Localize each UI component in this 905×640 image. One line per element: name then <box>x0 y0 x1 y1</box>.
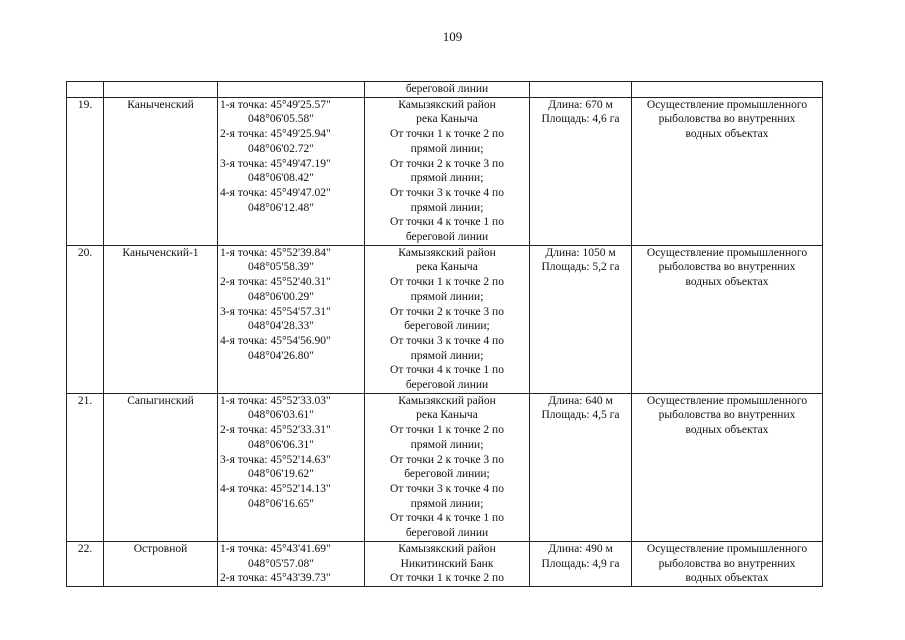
table-row <box>67 541 823 586</box>
row-number: 22. <box>67 541 104 586</box>
purpose-line: водных объектах <box>685 572 769 585</box>
description-line: прямой линии; <box>410 438 484 451</box>
site-name: Сапыгинский <box>104 393 218 541</box>
description-cell <box>365 245 530 393</box>
description-line: прямой линии; <box>410 290 484 303</box>
description-line: береговой линии <box>405 527 489 540</box>
coord-line: 2-я точка: 45°49'25.94" <box>220 128 331 141</box>
area-value: Площадь: 4,5 га <box>541 409 620 422</box>
coord-line: 048°04'26.80" <box>248 349 314 362</box>
description-line: Камызякский район <box>398 542 496 555</box>
description-line: береговой линии; <box>404 320 490 333</box>
purpose-cell <box>632 82 823 98</box>
purpose-line: водных объектах <box>685 128 769 141</box>
description-line: прямой линии; <box>410 497 484 510</box>
description-line: река Каныча <box>416 409 478 422</box>
size-cell <box>530 97 632 245</box>
purpose-line: Осуществление промышленного <box>646 246 808 259</box>
description-line: От точки 2 к точке 3 по <box>390 157 504 170</box>
description-line: береговой линии <box>405 83 489 95</box>
coord-line: 4-я точка: 45°49'47.02" <box>220 186 331 199</box>
page-number: 109 <box>442 29 463 44</box>
description-cell <box>365 541 530 586</box>
size-cell <box>530 541 632 586</box>
table-row-continuation <box>67 82 823 98</box>
registry-table-wrapper <box>66 81 822 587</box>
table-row <box>67 97 823 245</box>
description-line: Камызякский район <box>398 98 496 111</box>
purpose-line: рыболовства во внутренних <box>658 557 796 570</box>
coord-line: 1-я точка: 45°52'39.84" <box>220 246 331 259</box>
table-row <box>67 245 823 393</box>
coord-line: 3-я точка: 45°49'47.19" <box>220 157 331 170</box>
coords-cell <box>218 393 365 541</box>
size-cell <box>530 245 632 393</box>
description-line: От точки 2 к точке 3 по <box>390 305 504 318</box>
description-line: От точки 1 к точке 2 по <box>390 276 504 289</box>
site-name: Островной <box>104 541 218 586</box>
size-cell <box>530 82 632 98</box>
length-value: Длина: 640 м <box>548 394 613 407</box>
description-line: береговой линии; <box>404 468 490 481</box>
number-cell <box>67 82 104 98</box>
coords-cell <box>218 541 365 586</box>
purpose-cell <box>632 393 823 541</box>
coord-line: 4-я точка: 45°52'14.13" <box>220 482 331 495</box>
coord-line: 1-я точка: 45°43'41.69" <box>220 542 331 555</box>
purpose-line: рыболовства во внутренних <box>658 409 796 422</box>
description-line: От точки 3 к точке 4 по <box>390 334 504 347</box>
description-cell <box>365 393 530 541</box>
description-cell <box>365 82 530 98</box>
purpose-cell <box>632 97 823 245</box>
description-line: Никитинский Банк <box>400 557 494 570</box>
description-line: От точки 4 к точке 1 по <box>390 512 504 525</box>
coord-line: 2-я точка: 45°52'40.31" <box>220 276 331 289</box>
purpose-line: водных объектах <box>685 276 769 289</box>
description-line: От точки 1 к точке 2 по <box>390 424 504 437</box>
coord-line: 3-я точка: 45°52'14.63" <box>220 453 331 466</box>
description-line: От точки 2 к точке 3 по <box>390 453 504 466</box>
description-line: прямой линии; <box>410 349 484 362</box>
purpose-line: Осуществление промышленного <box>646 542 808 555</box>
coord-line: 048°06'03.61" <box>248 409 314 422</box>
coord-line: 2-я точка: 45°52'33.31" <box>220 424 331 437</box>
coords-cell <box>218 245 365 393</box>
purpose-line: рыболовства во внутренних <box>658 261 796 274</box>
site-name: Каныченский <box>104 97 218 245</box>
coords-cell <box>218 97 365 245</box>
coord-line: 048°05'58.39" <box>248 261 314 274</box>
row-number: 21. <box>67 393 104 541</box>
length-value: Длина: 490 м <box>548 542 613 555</box>
area-value: Площадь: 4,9 га <box>541 557 620 570</box>
description-line: От точки 1 к точке 2 по <box>390 572 504 585</box>
purpose-line: рыболовства во внутренних <box>658 113 796 126</box>
coord-line: 048°05'57.08" <box>248 557 314 570</box>
coord-line: 048°06'05.58" <box>248 113 314 126</box>
table-row <box>67 393 823 541</box>
description-line: Камызякский район <box>398 246 496 259</box>
row-number: 19. <box>67 97 104 245</box>
area-value: Площадь: 4,6 га <box>541 113 620 126</box>
description-line: береговой линии <box>405 231 489 244</box>
site-name: Каныченский-1 <box>104 245 218 393</box>
coord-line: 4-я точка: 45°54'56.90" <box>220 334 331 347</box>
coord-line: 048°06'02.72" <box>248 142 314 155</box>
description-line: От точки 4 к точке 1 по <box>390 216 504 229</box>
description-line: прямой линии; <box>410 142 484 155</box>
row-number: 20. <box>67 245 104 393</box>
description-line: река Каныча <box>416 113 478 126</box>
description-line: От точки 3 к точке 4 по <box>390 482 504 495</box>
coord-line: 048°06'16.65" <box>248 497 314 510</box>
registry-table <box>66 81 823 587</box>
purpose-line: водных объектах <box>685 424 769 437</box>
coord-line: 3-я точка: 45°54'57.31" <box>220 305 331 318</box>
coords-cell <box>218 82 365 98</box>
coord-line: 048°06'06.31" <box>248 438 314 451</box>
name-cell <box>104 82 218 98</box>
coord-line: 048°06'19.62" <box>248 468 314 481</box>
purpose-line: Осуществление промышленного <box>646 98 808 111</box>
description-line: береговой линии <box>405 379 489 392</box>
description-line: От точки 3 к точке 4 по <box>390 186 504 199</box>
coord-line: 048°06'08.42" <box>248 172 314 185</box>
size-cell <box>530 393 632 541</box>
coord-line: 1-я точка: 45°52'33.03" <box>220 394 331 407</box>
description-cell <box>365 97 530 245</box>
length-value: Длина: 670 м <box>548 98 613 111</box>
purpose-cell <box>632 245 823 393</box>
description-line: река Каныча <box>416 261 478 274</box>
coord-line: 048°06'12.48" <box>248 201 314 214</box>
description-line: прямой линии; <box>410 201 484 214</box>
length-value: Длина: 1050 м <box>545 246 616 259</box>
purpose-line: Осуществление промышленного <box>646 394 808 407</box>
area-value: Площадь: 5,2 га <box>541 261 620 274</box>
coord-line: 2-я точка: 45°43'39.73" <box>220 572 331 585</box>
coord-line: 048°06'00.29" <box>248 290 314 303</box>
description-line: От точки 1 к точке 2 по <box>390 128 504 141</box>
purpose-cell <box>632 541 823 586</box>
coord-line: 1-я точка: 45°49'25.57" <box>220 98 331 111</box>
description-line: прямой линии; <box>410 172 484 185</box>
description-line: От точки 4 к точке 1 по <box>390 364 504 377</box>
coord-line: 048°04'28.33" <box>248 320 314 333</box>
description-line: Камызякский район <box>398 394 496 407</box>
